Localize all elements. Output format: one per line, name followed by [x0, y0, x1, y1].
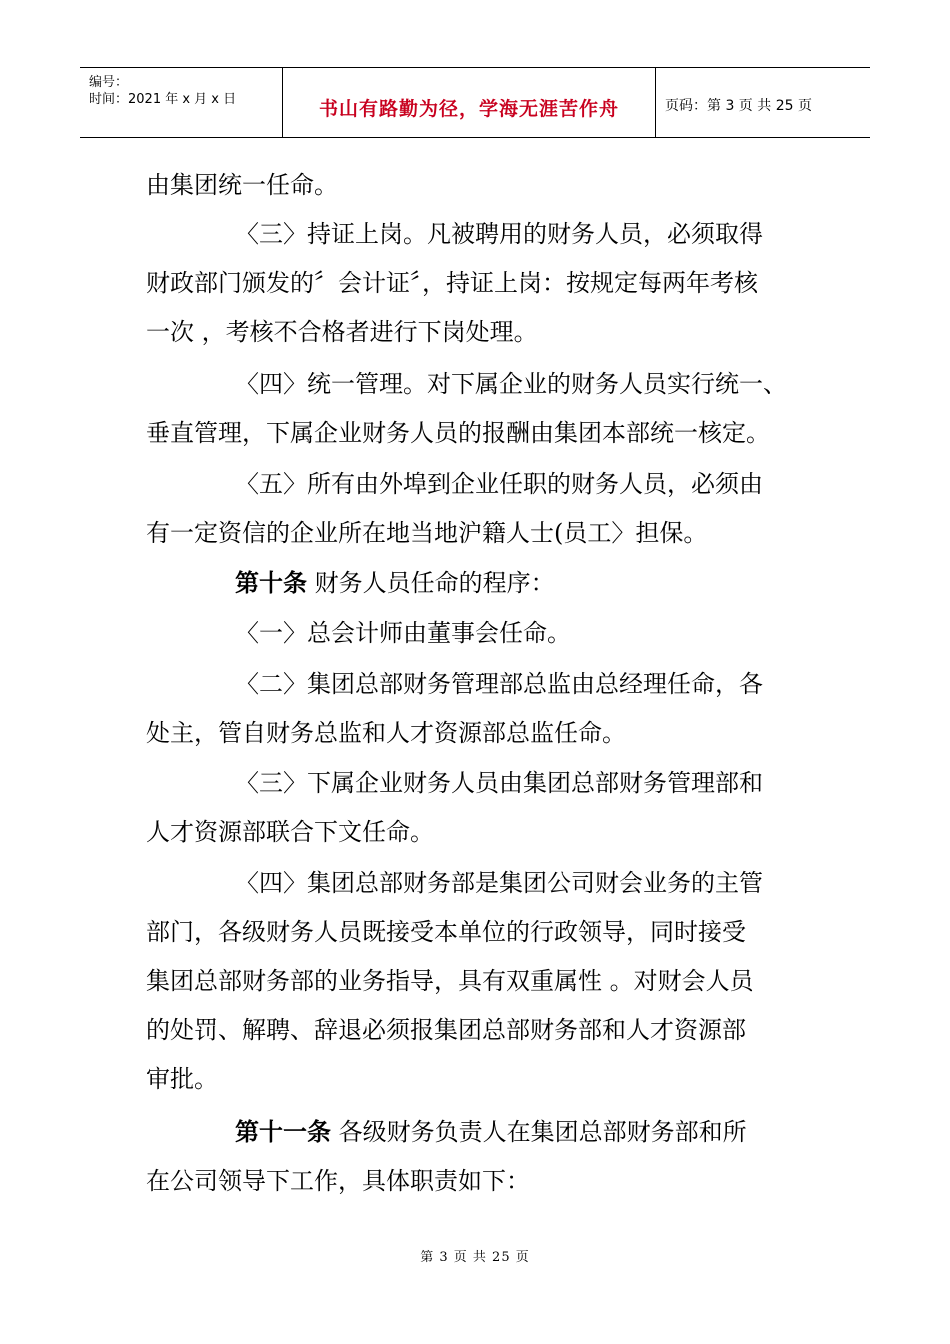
article-text: 各级财务负责人在集团总部财务部和所 — [338, 1118, 747, 1146]
paragraph-line: 由集团统一任命。 — [146, 171, 338, 199]
paragraph-line: 垂直管理，下属企业财务人员的报酬由集团本部统一核定。 — [146, 419, 770, 447]
motto-text: 书山有路勤为径，学海无涯苦作舟 — [318, 98, 619, 120]
paragraph-line: 集团总部财务部的业务指导，具有双重属性 。对财会人员 — [146, 967, 754, 995]
time-label: 时间：2021 年 x 月 x 日 — [89, 92, 237, 107]
paragraph-line: 的处罚、解聘、辞退必须报集团总部财务部和人才资源部 — [146, 1016, 746, 1044]
paragraph-line: 〈五〉所有由外埠到企业任职的财务人员，必须由 — [235, 470, 763, 498]
article-text: 财务人员任命的程序： — [314, 569, 555, 597]
paragraph-line: 〈二〉集团总部财务管理部总监由总经理任命，各 — [235, 670, 763, 698]
paragraph-line: 〈三〉下属企业财务人员由集团总部财务管理部和 — [235, 769, 763, 797]
paragraph-line: 在公司领导下工作，具体职责如下： — [146, 1167, 530, 1195]
paragraph-line: 审批。 — [146, 1065, 218, 1093]
paragraph-line: 部门，各级财务人员既接受本单位的行政领导，同时接受 — [146, 918, 746, 946]
paragraph-line: 〈一〉总会计师由董事会任命。 — [235, 619, 571, 647]
header-table — [80, 67, 870, 138]
paragraph-line: 有一定资信的企业所在地当地沪籍人士(员工〉担保。 — [146, 519, 708, 547]
paragraph-line: 人才资源部联合下文任命。 — [146, 818, 434, 846]
page-footer: 第 3 页 共 25 页 — [420, 1250, 530, 1265]
article-number: 第十条 — [235, 569, 307, 597]
paragraph-line: 一次 ，考核不合格者进行下岗处理。 — [146, 318, 538, 346]
article-heading-line — [235, 1117, 747, 1147]
number-label: 编号： — [89, 75, 129, 90]
paragraph-line: 〈四〉统一管理。对下属企业的财务人员实行统一、 — [235, 370, 787, 398]
paragraph-line: 〈三〉持证上岗。凡被聘用的财务人员，必须取得 — [235, 220, 763, 248]
paragraph-line: 财政部门颁发的〞会计证〞，持证上岗：按规定每两年考核 — [146, 269, 758, 297]
article-number: 第十一条 — [235, 1118, 331, 1146]
paragraph-line: 处主，管自财务总监和人才资源部总监任命。 — [146, 719, 626, 747]
page-code: 页码：第 3 页 共 25 页 — [665, 98, 812, 114]
paragraph-line: 〈四〉集团总部财务部是集团公司财会业务的主管 — [235, 869, 763, 897]
article-heading-line — [235, 568, 555, 598]
header-left-cell — [80, 68, 282, 137]
header-right-cell — [655, 68, 870, 137]
header-mid-cell — [282, 68, 656, 137]
